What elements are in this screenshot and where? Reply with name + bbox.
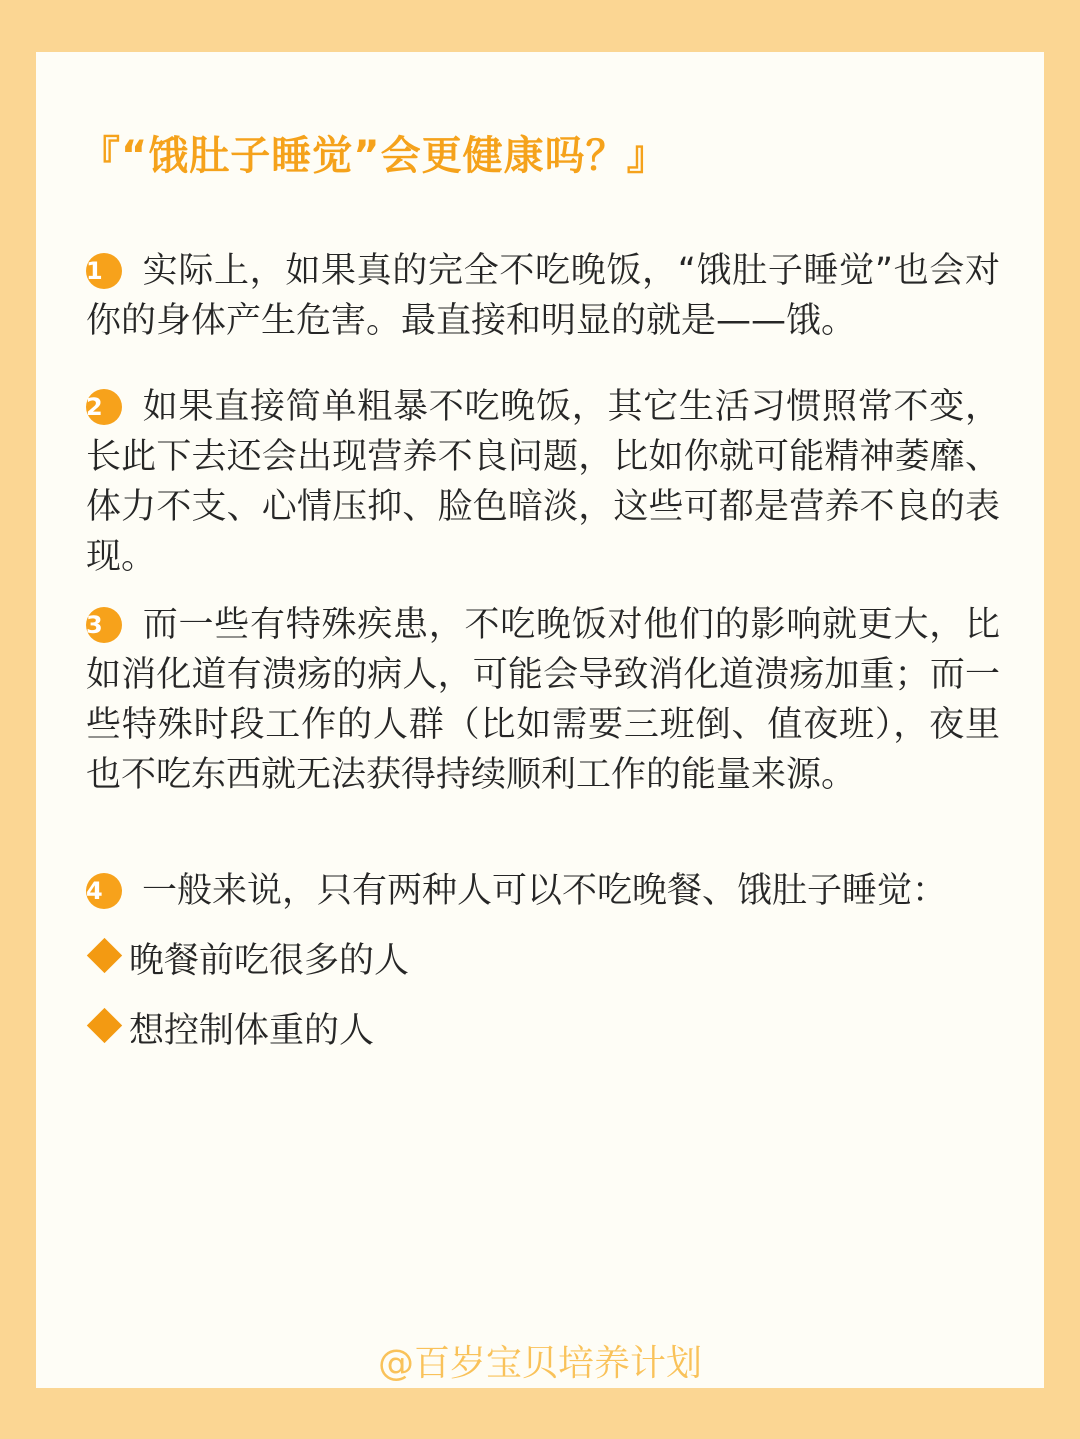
orange-diamond-icon (87, 938, 122, 973)
bullet-item (86, 1006, 374, 1056)
number-1-icon: 1 (86, 253, 122, 289)
number-3-icon: 3 (86, 607, 122, 643)
point-2 (86, 382, 1000, 582)
bullet-item (86, 936, 409, 986)
bullet-item-text: 想控制体重的人 (129, 1011, 375, 1051)
point-4-text: 一般来说，只有两种人可以不吃晚餐、饿肚子睡觉： (142, 871, 948, 911)
author-watermark: @百岁宝贝培养计划 (377, 1343, 702, 1384)
point-1 (86, 246, 1000, 346)
point-4 (86, 866, 1000, 916)
point-1-text: 实际上，如果真的完全不吃晚饭，“饿肚子睡觉”也会对你的身体产生危害。最直接和明显的就是——饿。 (86, 251, 1000, 341)
page-title: 『“饿肚子睡觉”会更健康吗？』 (80, 133, 668, 179)
orange-diamond-icon (87, 1008, 122, 1043)
bullet-item-text: 晚餐前吃很多的人 (129, 941, 410, 981)
number-2-icon: 2 (86, 389, 122, 425)
point-3 (86, 600, 1000, 800)
point-2-text: 如果直接简单粗暴不吃晚饭，其它生活习惯照常不变，长此下去还会出现营养不良问题，比如你就可能精神萎靡、体力不支、心情压抑、脸色暗淡，这些可都是营养不良的表现。 (86, 387, 1000, 577)
point-3-text: 而一些有特殊疾患，不吃晚饭对他们的影响就更大，比如消化道有溃疡的病人，可能会导致消化道溃疡加重；而一些特殊时段工作的人群（比如需要三班倒、值夜班），夜里也不吃东西就无法获得持续顺利工作的能量来源。 (86, 605, 1000, 795)
number-4-icon: 4 (86, 873, 122, 909)
